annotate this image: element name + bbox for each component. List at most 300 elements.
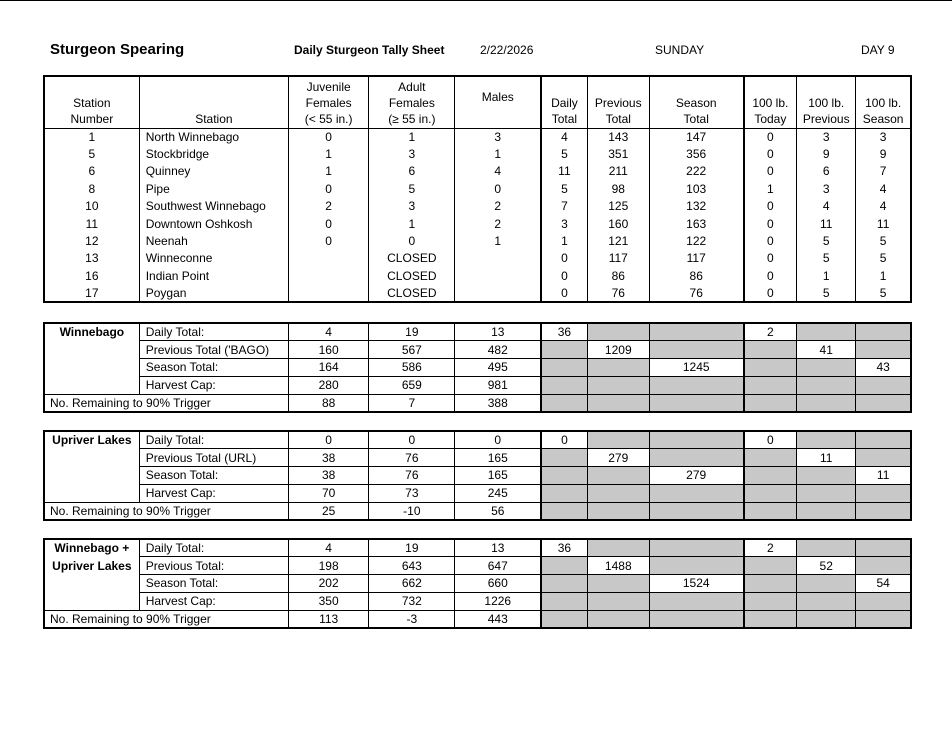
row-value: 482 (455, 341, 541, 359)
cell-previous-total: 117 (587, 250, 649, 267)
trigger-value: -10 (369, 502, 455, 520)
row-value: 245 (455, 484, 541, 502)
section-total: 1209 (587, 341, 649, 359)
table-row (44, 180, 911, 197)
table-row (44, 285, 911, 302)
cell-juvenile-females: 0 (289, 180, 369, 197)
row-value: 13 (455, 323, 541, 341)
cell-daily-total: 3 (541, 215, 587, 232)
cell-previous-total: 86 (587, 267, 649, 284)
shaded-cell (744, 610, 797, 628)
cell-season-total: 356 (649, 145, 743, 162)
shaded-cell (541, 610, 587, 628)
row-value: 0 (369, 431, 455, 449)
section-name (44, 359, 139, 377)
shaded-cell (744, 376, 797, 394)
shaded-cell (587, 610, 649, 628)
cell-lb100-today: 0 (744, 128, 797, 145)
cell-lb100-season: 4 (856, 180, 911, 197)
row-value: 981 (455, 376, 541, 394)
section-name: Upriver Lakes (44, 557, 139, 575)
row-label: Previous Total: (139, 557, 288, 575)
col-header-station: Station (139, 76, 288, 128)
cell-juvenile-females: 0 (289, 232, 369, 249)
sheet-date: 2/22/2026 (480, 43, 534, 57)
cell-adult-females: 1 (369, 215, 455, 232)
cell-lb100-season: 3 (856, 128, 911, 145)
cell-males (455, 250, 541, 267)
shaded-cell (541, 341, 587, 359)
cell-lb100-previous: 3 (797, 180, 856, 197)
station-tally-table (43, 75, 912, 303)
shaded-cell (649, 557, 743, 575)
row-label: Season Total: (139, 467, 288, 485)
table-row (44, 198, 911, 215)
shaded-cell (744, 502, 797, 520)
shaded-cell (856, 431, 911, 449)
row-value: 165 (455, 467, 541, 485)
section-name (44, 592, 139, 610)
cell-daily-total: 11 (541, 163, 587, 180)
shaded-cell (744, 575, 797, 593)
cell-juvenile-females: 1 (289, 163, 369, 180)
sheet-name: Daily Sturgeon Tally Sheet (294, 43, 445, 57)
shaded-cell (744, 467, 797, 485)
shaded-cell (541, 592, 587, 610)
shaded-cell (744, 557, 797, 575)
summary-row (44, 449, 911, 467)
shaded-cell (649, 323, 743, 341)
shaded-cell (797, 467, 856, 485)
cell-adult-females: 1 (369, 128, 455, 145)
shaded-cell (649, 539, 743, 557)
col-header-station-number: Station Number (44, 76, 139, 128)
table-row (44, 215, 911, 232)
trigger-value: 56 (455, 502, 541, 520)
shaded-cell (797, 539, 856, 557)
trigger-row (44, 394, 911, 412)
shaded-cell (797, 575, 856, 593)
row-label: Previous Total (URL) (139, 449, 288, 467)
cell-lb100-today: 0 (744, 215, 797, 232)
cell-lb100-today: 0 (744, 163, 797, 180)
shaded-cell (856, 557, 911, 575)
cell-station-name: Neenah (139, 232, 288, 249)
shaded-cell (649, 376, 743, 394)
lb100-total: 41 (797, 341, 856, 359)
shaded-cell (797, 484, 856, 502)
table-header-row (44, 76, 911, 128)
section-name: Winnebago + (44, 539, 139, 557)
shaded-cell (856, 592, 911, 610)
shaded-cell (587, 592, 649, 610)
trigger-value: 7 (369, 394, 455, 412)
lb100-total: 2 (744, 323, 797, 341)
cell-juvenile-females (289, 285, 369, 302)
cell-males: 2 (455, 198, 541, 215)
summary-row (44, 376, 911, 394)
shaded-cell (649, 592, 743, 610)
shaded-cell (797, 394, 856, 412)
row-value: 1226 (455, 592, 541, 610)
season-day-number: DAY 9 (861, 43, 895, 57)
shaded-cell (649, 449, 743, 467)
cell-previous-total: 121 (587, 232, 649, 249)
shaded-cell (856, 539, 911, 557)
shaded-cell (744, 449, 797, 467)
trigger-value: 113 (289, 610, 369, 628)
cell-lb100-previous: 1 (797, 267, 856, 284)
shaded-cell (587, 431, 649, 449)
shaded-cell (587, 467, 649, 485)
shaded-cell (649, 610, 743, 628)
shaded-cell (744, 359, 797, 377)
cell-lb100-previous: 5 (797, 285, 856, 302)
row-label: Previous Total ('BAGO) (139, 341, 288, 359)
cell-previous-total: 211 (587, 163, 649, 180)
cell-station-number: 6 (88, 164, 96, 179)
cell-season-total: 222 (649, 163, 743, 180)
table-row (44, 163, 911, 180)
col-header-adult-females: Adult Females (≥ 55 in.) (369, 76, 455, 128)
summary-row (44, 341, 911, 359)
row-label: Daily Total: (139, 323, 288, 341)
cell-season-total: 117 (649, 250, 743, 267)
cell-lb100-today: 0 (744, 267, 797, 284)
row-value: 4 (289, 539, 369, 557)
cell-males: 2 (455, 215, 541, 232)
row-value: 202 (289, 575, 369, 593)
cell-juvenile-females (289, 250, 369, 267)
cell-station-number: 10 (85, 199, 99, 214)
cell-lb100-previous: 11 (797, 215, 856, 232)
col-header-season-total: Season Total (649, 76, 743, 128)
trigger-label: No. Remaining to 90% Trigger (44, 502, 289, 520)
col-header-daily-total: Daily Total (541, 76, 587, 128)
shaded-cell (797, 610, 856, 628)
summary-combined (43, 538, 912, 629)
section-total: 0 (541, 431, 587, 449)
shaded-cell (587, 394, 649, 412)
cell-previous-total: 98 (587, 180, 649, 197)
table-row (44, 128, 911, 145)
table-row (44, 250, 911, 267)
cell-daily-total: 5 (541, 180, 587, 197)
cell-previous-total: 76 (587, 285, 649, 302)
shaded-cell (649, 484, 743, 502)
cell-season-total: 103 (649, 180, 743, 197)
row-value: 70 (289, 484, 369, 502)
shaded-cell (587, 484, 649, 502)
section-total: 1488 (587, 557, 649, 575)
table-row (44, 232, 911, 249)
cell-lb100-season: 1 (856, 267, 911, 284)
cell-daily-total: 0 (541, 250, 587, 267)
trigger-value: 388 (455, 394, 541, 412)
section-name: Upriver Lakes (44, 431, 139, 449)
cell-males: 3 (455, 128, 541, 145)
shaded-cell (744, 484, 797, 502)
summary-row (44, 484, 911, 502)
cell-daily-total: 1 (541, 232, 587, 249)
col-header-juvenile-females: Juvenile Females (< 55 in.) (289, 76, 369, 128)
section-total: 36 (541, 539, 587, 557)
shaded-cell (856, 376, 911, 394)
trigger-label: No. Remaining to 90% Trigger (44, 610, 289, 628)
cell-lb100-season: 5 (856, 232, 911, 249)
shaded-cell (856, 323, 911, 341)
shaded-cell (797, 323, 856, 341)
row-value: 73 (369, 484, 455, 502)
shaded-cell (541, 502, 587, 520)
row-value: 567 (369, 341, 455, 359)
cell-lb100-previous: 4 (797, 198, 856, 215)
row-value: 38 (289, 449, 369, 467)
shaded-cell (856, 610, 911, 628)
row-value: 732 (369, 592, 455, 610)
cell-daily-total: 5 (541, 145, 587, 162)
cell-lb100-today: 0 (744, 285, 797, 302)
row-value: 19 (369, 539, 455, 557)
section-name (44, 376, 139, 394)
row-label: Harvest Cap: (139, 484, 288, 502)
section-total: 1245 (649, 359, 743, 377)
shaded-cell (649, 394, 743, 412)
row-value: 647 (455, 557, 541, 575)
summary-row (44, 592, 911, 610)
shaded-cell (744, 394, 797, 412)
table-row (44, 145, 911, 162)
cell-adult-females: CLOSED (369, 285, 455, 302)
row-value: 164 (289, 359, 369, 377)
cell-juvenile-females: 2 (289, 198, 369, 215)
section-name (44, 467, 139, 485)
cell-lb100-season: 4 (856, 198, 911, 215)
shaded-cell (649, 341, 743, 359)
shaded-cell (541, 449, 587, 467)
lb100-total: 11 (797, 449, 856, 467)
cell-station-number: 13 (85, 251, 99, 266)
cell-lb100-today: 1 (744, 180, 797, 197)
shaded-cell (541, 484, 587, 502)
cell-station-name: North Winnebago (139, 128, 288, 145)
trigger-label: No. Remaining to 90% Trigger (44, 394, 289, 412)
shaded-cell (541, 394, 587, 412)
section-total: 1524 (649, 575, 743, 593)
cell-station-number: 1 (88, 129, 96, 144)
cell-adult-females: 6 (369, 163, 455, 180)
cell-daily-total: 7 (541, 198, 587, 215)
row-value: 198 (289, 557, 369, 575)
row-label: Harvest Cap: (139, 376, 288, 394)
row-label: Daily Total: (139, 431, 288, 449)
shaded-cell (797, 592, 856, 610)
cell-station-name: Pipe (139, 180, 288, 197)
shaded-cell (744, 592, 797, 610)
section-total: 279 (649, 467, 743, 485)
cell-daily-total: 4 (541, 128, 587, 145)
cell-station-name: Downtown Oshkosh (139, 215, 288, 232)
summary-row (44, 539, 911, 557)
row-value: 165 (455, 449, 541, 467)
row-value: 13 (455, 539, 541, 557)
col-header-100lb-today: 100 lb. Today (744, 76, 797, 128)
row-value: 0 (455, 431, 541, 449)
row-value: 76 (369, 467, 455, 485)
sheet-weekday: SUNDAY (655, 43, 705, 57)
cell-previous-total: 125 (587, 198, 649, 215)
row-value: 495 (455, 359, 541, 377)
col-header-previous-total: Previous Total (587, 76, 649, 128)
section-name (44, 575, 139, 593)
cell-juvenile-females (289, 267, 369, 284)
cell-season-total: 163 (649, 215, 743, 232)
row-value: 160 (289, 341, 369, 359)
cell-season-total: 76 (649, 285, 743, 302)
cell-adult-females: 0 (369, 232, 455, 249)
row-label: Season Total: (139, 575, 288, 593)
shaded-cell (797, 359, 856, 377)
cell-previous-total: 351 (587, 145, 649, 162)
cell-station-name: Quinney (139, 163, 288, 180)
cell-daily-total: 0 (541, 285, 587, 302)
lb100-total: 0 (744, 431, 797, 449)
shaded-cell (797, 502, 856, 520)
trigger-value: 88 (289, 394, 369, 412)
row-value: 586 (369, 359, 455, 377)
top-rule (0, 0, 952, 1)
cell-lb100-today: 0 (744, 232, 797, 249)
shaded-cell (856, 502, 911, 520)
trigger-row (44, 610, 911, 628)
cell-station-number: 17 (85, 285, 99, 300)
summary-row (44, 575, 911, 593)
shaded-cell (649, 431, 743, 449)
row-label: Daily Total: (139, 539, 288, 557)
cell-males: 1 (455, 232, 541, 249)
summary-row (44, 431, 911, 449)
row-value: 659 (369, 376, 455, 394)
shaded-cell (541, 467, 587, 485)
summary-row (44, 323, 911, 341)
cell-juvenile-females: 0 (289, 128, 369, 145)
section-total: 36 (541, 323, 587, 341)
shaded-cell (856, 449, 911, 467)
shaded-cell (541, 376, 587, 394)
summary-row (44, 359, 911, 377)
cell-lb100-season: 9 (856, 145, 911, 162)
cell-lb100-previous: 6 (797, 163, 856, 180)
section-name: Winnebago (44, 323, 139, 341)
summary-upriver-lakes (43, 430, 912, 521)
trigger-value: 443 (455, 610, 541, 628)
cell-station-number: 11 (85, 216, 99, 231)
shaded-cell (541, 557, 587, 575)
cell-station-name: Southwest Winnebago (139, 198, 288, 215)
cell-lb100-previous: 5 (797, 232, 856, 249)
section-name (44, 341, 139, 359)
cell-daily-total: 0 (541, 267, 587, 284)
row-value: 660 (455, 575, 541, 593)
cell-lb100-today: 0 (744, 250, 797, 267)
cell-season-total: 132 (649, 198, 743, 215)
cell-lb100-today: 0 (744, 198, 797, 215)
section-name (44, 449, 139, 467)
cell-previous-total: 160 (587, 215, 649, 232)
shaded-cell (587, 575, 649, 593)
cell-males (455, 267, 541, 284)
summary-row (44, 467, 911, 485)
row-value: 76 (369, 449, 455, 467)
row-value: 0 (289, 431, 369, 449)
shaded-cell (541, 575, 587, 593)
cell-males: 0 (455, 180, 541, 197)
shaded-cell (649, 502, 743, 520)
col-header-100lb-previous: 100 lb. Previous (797, 76, 856, 128)
cell-previous-total: 143 (587, 128, 649, 145)
summary-row (44, 557, 911, 575)
shaded-cell (587, 359, 649, 377)
table-row (44, 267, 911, 284)
cell-adult-females: CLOSED (369, 250, 455, 267)
shaded-cell (587, 502, 649, 520)
row-value: 38 (289, 467, 369, 485)
cell-station-number: 5 (88, 147, 96, 162)
trigger-row (44, 502, 911, 520)
cell-lb100-today: 0 (744, 145, 797, 162)
cell-males: 4 (455, 163, 541, 180)
lb100-total: 11 (856, 467, 911, 485)
lb100-total: 43 (856, 359, 911, 377)
cell-lb100-previous: 9 (797, 145, 856, 162)
section-name (44, 484, 139, 502)
shaded-cell (587, 323, 649, 341)
col-header-100lb-season: 100 lb. Season (856, 76, 911, 128)
cell-juvenile-females: 0 (289, 215, 369, 232)
shaded-cell (856, 484, 911, 502)
cell-males: 1 (455, 145, 541, 162)
cell-lb100-season: 5 (856, 285, 911, 302)
shaded-cell (856, 341, 911, 359)
shaded-cell (856, 394, 911, 412)
cell-juvenile-females: 1 (289, 145, 369, 162)
shaded-cell (541, 359, 587, 377)
row-value: 19 (369, 323, 455, 341)
row-value: 643 (369, 557, 455, 575)
row-value: 350 (289, 592, 369, 610)
row-label: Season Total: (139, 359, 288, 377)
cell-station-name: Indian Point (139, 267, 288, 284)
cell-lb100-previous: 5 (797, 250, 856, 267)
shaded-cell (587, 539, 649, 557)
cell-station-number: 16 (85, 268, 99, 283)
row-value: 4 (289, 323, 369, 341)
row-label: Harvest Cap: (139, 592, 288, 610)
cell-lb100-previous: 3 (797, 128, 856, 145)
shaded-cell (797, 431, 856, 449)
cell-season-total: 122 (649, 232, 743, 249)
cell-season-total: 86 (649, 267, 743, 284)
lb100-total: 54 (856, 575, 911, 593)
cell-adult-females: CLOSED (369, 267, 455, 284)
row-value: 662 (369, 575, 455, 593)
page-title: Sturgeon Spearing (50, 41, 185, 58)
lb100-total: 52 (797, 557, 856, 575)
trigger-value: 25 (289, 502, 369, 520)
cell-adult-females: 5 (369, 180, 455, 197)
cell-adult-females: 3 (369, 198, 455, 215)
cell-lb100-season: 11 (856, 215, 911, 232)
